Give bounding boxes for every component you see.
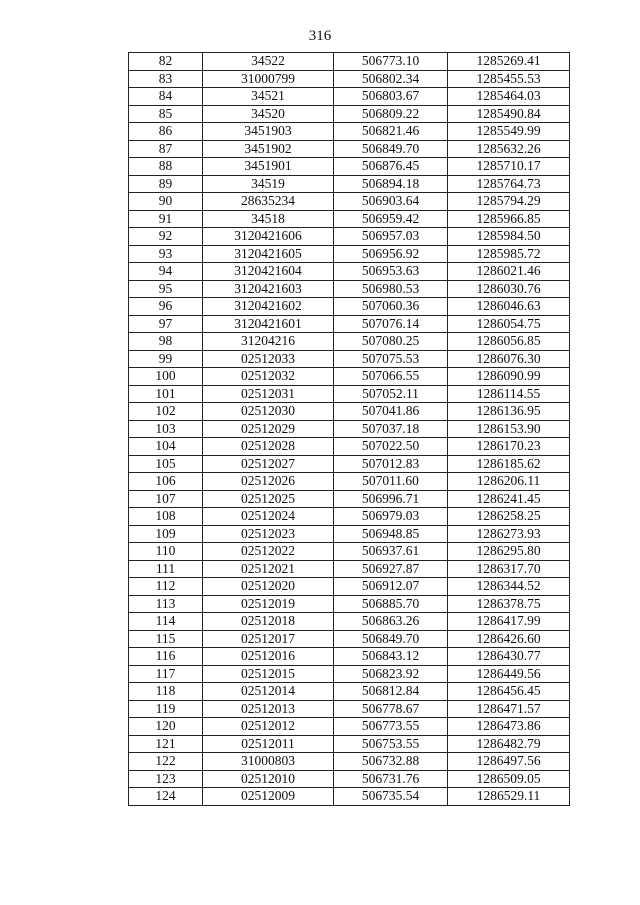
x-coordinate-cell: 506802.34 [334, 70, 448, 88]
table-row [129, 175, 570, 193]
x-coordinate-cell: 506957.03 [334, 228, 448, 246]
table-row [129, 543, 570, 561]
x-coordinate-cell: 506894.18 [334, 175, 448, 193]
y-coordinate-cell: 1286497.56 [448, 753, 570, 771]
x-coordinate-cell: 506903.64 [334, 193, 448, 211]
point-id-cell: 02512010 [203, 770, 334, 788]
point-number-cell: 105 [129, 455, 203, 473]
point-number-cell: 98 [129, 333, 203, 351]
x-coordinate-cell: 506953.63 [334, 263, 448, 281]
table-row [129, 298, 570, 316]
x-coordinate-cell: 506843.12 [334, 648, 448, 666]
table-body [129, 53, 570, 806]
point-number-cell: 86 [129, 123, 203, 141]
point-id-cell: 02512031 [203, 385, 334, 403]
point-id-cell: 3120421602 [203, 298, 334, 316]
x-coordinate-cell: 506956.92 [334, 245, 448, 263]
y-coordinate-cell: 1286056.85 [448, 333, 570, 351]
x-coordinate-cell: 506773.55 [334, 718, 448, 736]
x-coordinate-cell: 506979.03 [334, 508, 448, 526]
y-coordinate-cell: 1285455.53 [448, 70, 570, 88]
x-coordinate-cell: 506885.70 [334, 595, 448, 613]
y-coordinate-cell: 1286054.75 [448, 315, 570, 333]
y-coordinate-cell: 1286136.95 [448, 403, 570, 421]
point-id-cell: 3120421604 [203, 263, 334, 281]
y-coordinate-cell: 1286509.05 [448, 770, 570, 788]
point-number-cell: 106 [129, 473, 203, 491]
x-coordinate-cell: 507037.18 [334, 420, 448, 438]
x-coordinate-cell: 506773.10 [334, 53, 448, 71]
x-coordinate-cell: 506803.67 [334, 88, 448, 106]
y-coordinate-cell: 1286273.93 [448, 525, 570, 543]
y-coordinate-cell: 1285549.99 [448, 123, 570, 141]
table-row [129, 53, 570, 71]
point-number-cell: 124 [129, 788, 203, 806]
x-coordinate-cell: 506823.92 [334, 665, 448, 683]
x-coordinate-cell: 506778.67 [334, 700, 448, 718]
point-id-cell: 02512015 [203, 665, 334, 683]
point-id-cell: 3120421603 [203, 280, 334, 298]
x-coordinate-cell: 506980.53 [334, 280, 448, 298]
y-coordinate-cell: 1286241.45 [448, 490, 570, 508]
x-coordinate-cell: 506959.42 [334, 210, 448, 228]
y-coordinate-cell: 1286295.80 [448, 543, 570, 561]
point-number-cell: 91 [129, 210, 203, 228]
x-coordinate-cell: 506731.76 [334, 770, 448, 788]
y-coordinate-cell: 1286344.52 [448, 578, 570, 596]
table-row [129, 508, 570, 526]
table-row [129, 140, 570, 158]
point-number-cell: 94 [129, 263, 203, 281]
table-row [129, 455, 570, 473]
y-coordinate-cell: 1286482.79 [448, 735, 570, 753]
y-coordinate-cell: 1286430.77 [448, 648, 570, 666]
table-row [129, 333, 570, 351]
y-coordinate-cell: 1286471.57 [448, 700, 570, 718]
point-id-cell: 02512013 [203, 700, 334, 718]
point-number-cell: 103 [129, 420, 203, 438]
y-coordinate-cell: 1286529.11 [448, 788, 570, 806]
y-coordinate-cell: 1286170.23 [448, 438, 570, 456]
x-coordinate-cell: 506735.54 [334, 788, 448, 806]
x-coordinate-cell: 506876.45 [334, 158, 448, 176]
x-coordinate-cell: 506732.88 [334, 753, 448, 771]
point-number-cell: 120 [129, 718, 203, 736]
x-coordinate-cell: 507012.83 [334, 455, 448, 473]
table-row [129, 263, 570, 281]
point-id-cell: 02512022 [203, 543, 334, 561]
point-id-cell: 02512011 [203, 735, 334, 753]
point-id-cell: 02512009 [203, 788, 334, 806]
point-id-cell: 3451901 [203, 158, 334, 176]
point-number-cell: 114 [129, 613, 203, 631]
point-id-cell: 02512019 [203, 595, 334, 613]
point-number-cell: 117 [129, 665, 203, 683]
point-number-cell: 84 [129, 88, 203, 106]
x-coordinate-cell: 506927.87 [334, 560, 448, 578]
point-id-cell: 02512028 [203, 438, 334, 456]
point-number-cell: 102 [129, 403, 203, 421]
point-number-cell: 97 [129, 315, 203, 333]
y-coordinate-cell: 1286046.63 [448, 298, 570, 316]
x-coordinate-cell: 507011.60 [334, 473, 448, 491]
point-number-cell: 119 [129, 700, 203, 718]
x-coordinate-cell: 506809.22 [334, 105, 448, 123]
table-row [129, 123, 570, 141]
table-row [129, 368, 570, 386]
y-coordinate-cell: 1286021.46 [448, 263, 570, 281]
point-number-cell: 88 [129, 158, 203, 176]
point-number-cell: 110 [129, 543, 203, 561]
y-coordinate-cell: 1286206.11 [448, 473, 570, 491]
point-number-cell: 96 [129, 298, 203, 316]
x-coordinate-cell: 506937.61 [334, 543, 448, 561]
point-number-cell: 113 [129, 595, 203, 613]
table-row [129, 473, 570, 491]
point-id-cell: 02512026 [203, 473, 334, 491]
table-row [129, 753, 570, 771]
page-number: 316 [308, 28, 332, 44]
point-id-cell: 34518 [203, 210, 334, 228]
table-row [129, 245, 570, 263]
x-coordinate-cell: 506863.26 [334, 613, 448, 631]
x-coordinate-cell: 506996.71 [334, 490, 448, 508]
table-row [129, 350, 570, 368]
point-number-cell: 90 [129, 193, 203, 211]
x-coordinate-cell: 506821.46 [334, 123, 448, 141]
y-coordinate-cell: 1286030.76 [448, 280, 570, 298]
point-id-cell: 02512027 [203, 455, 334, 473]
point-id-cell: 02512021 [203, 560, 334, 578]
x-coordinate-cell: 507080.25 [334, 333, 448, 351]
y-coordinate-cell: 1285764.73 [448, 175, 570, 193]
point-id-cell: 3120421601 [203, 315, 334, 333]
y-coordinate-cell: 1286317.70 [448, 560, 570, 578]
y-coordinate-cell: 1285490.84 [448, 105, 570, 123]
point-id-cell: 3120421606 [203, 228, 334, 246]
table-row [129, 158, 570, 176]
point-number-cell: 89 [129, 175, 203, 193]
point-number-cell: 107 [129, 490, 203, 508]
table-row [129, 88, 570, 106]
point-number-cell: 93 [129, 245, 203, 263]
point-id-cell: 34519 [203, 175, 334, 193]
point-number-cell: 121 [129, 735, 203, 753]
table-row [129, 648, 570, 666]
table-row [129, 788, 570, 806]
y-coordinate-cell: 1285966.85 [448, 210, 570, 228]
table-row [129, 280, 570, 298]
point-number-cell: 104 [129, 438, 203, 456]
point-id-cell: 02512017 [203, 630, 334, 648]
point-id-cell: 02512023 [203, 525, 334, 543]
table-row [129, 210, 570, 228]
table-row [129, 630, 570, 648]
table-row [129, 700, 570, 718]
table-row [129, 438, 570, 456]
y-coordinate-cell: 1286426.60 [448, 630, 570, 648]
x-coordinate-cell: 507066.55 [334, 368, 448, 386]
y-coordinate-cell: 1286185.62 [448, 455, 570, 473]
point-id-cell: 02512025 [203, 490, 334, 508]
point-number-cell: 100 [129, 368, 203, 386]
point-number-cell: 95 [129, 280, 203, 298]
point-id-cell: 31000799 [203, 70, 334, 88]
point-number-cell: 87 [129, 140, 203, 158]
x-coordinate-cell: 507060.36 [334, 298, 448, 316]
y-coordinate-cell: 1285985.72 [448, 245, 570, 263]
table-row [129, 193, 570, 211]
point-number-cell: 108 [129, 508, 203, 526]
x-coordinate-cell: 507041.86 [334, 403, 448, 421]
table-row [129, 228, 570, 246]
point-id-cell: 34520 [203, 105, 334, 123]
point-number-cell: 101 [129, 385, 203, 403]
y-coordinate-cell: 1286114.55 [448, 385, 570, 403]
point-id-cell: 02512014 [203, 683, 334, 701]
point-number-cell: 118 [129, 683, 203, 701]
point-id-cell: 02512016 [203, 648, 334, 666]
point-number-cell: 99 [129, 350, 203, 368]
x-coordinate-cell: 507075.53 [334, 350, 448, 368]
point-number-cell: 92 [129, 228, 203, 246]
point-number-cell: 82 [129, 53, 203, 71]
table-row [129, 560, 570, 578]
y-coordinate-cell: 1286456.45 [448, 683, 570, 701]
x-coordinate-cell: 506948.85 [334, 525, 448, 543]
point-id-cell: 3451902 [203, 140, 334, 158]
y-coordinate-cell: 1286258.25 [448, 508, 570, 526]
point-id-cell: 02512012 [203, 718, 334, 736]
y-coordinate-cell: 1285269.41 [448, 53, 570, 71]
point-id-cell: 31000803 [203, 753, 334, 771]
point-number-cell: 112 [129, 578, 203, 596]
table-row [129, 105, 570, 123]
x-coordinate-cell: 506849.70 [334, 630, 448, 648]
point-number-cell: 85 [129, 105, 203, 123]
y-coordinate-cell: 1285984.50 [448, 228, 570, 246]
table-row [129, 718, 570, 736]
table-row [129, 595, 570, 613]
point-id-cell: 02512029 [203, 420, 334, 438]
y-coordinate-cell: 1286417.99 [448, 613, 570, 631]
point-number-cell: 122 [129, 753, 203, 771]
point-id-cell: 02512024 [203, 508, 334, 526]
table-row [129, 315, 570, 333]
y-coordinate-cell: 1286090.99 [448, 368, 570, 386]
point-id-cell: 34521 [203, 88, 334, 106]
table-row [129, 770, 570, 788]
point-id-cell: 02512033 [203, 350, 334, 368]
table-row [129, 683, 570, 701]
table-row [129, 735, 570, 753]
table-row [129, 578, 570, 596]
x-coordinate-cell: 506912.07 [334, 578, 448, 596]
x-coordinate-cell: 506849.70 [334, 140, 448, 158]
table-row [129, 490, 570, 508]
coordinates-table [128, 52, 570, 806]
table-row [129, 385, 570, 403]
point-number-cell: 116 [129, 648, 203, 666]
point-id-cell: 02512020 [203, 578, 334, 596]
y-coordinate-cell: 1286449.56 [448, 665, 570, 683]
point-id-cell: 31204216 [203, 333, 334, 351]
point-number-cell: 83 [129, 70, 203, 88]
table-row [129, 420, 570, 438]
y-coordinate-cell: 1286076.30 [448, 350, 570, 368]
point-id-cell: 3451903 [203, 123, 334, 141]
x-coordinate-cell: 507052.11 [334, 385, 448, 403]
y-coordinate-cell: 1286153.90 [448, 420, 570, 438]
y-coordinate-cell: 1286378.75 [448, 595, 570, 613]
point-id-cell: 02512032 [203, 368, 334, 386]
x-coordinate-cell: 507022.50 [334, 438, 448, 456]
x-coordinate-cell: 506753.55 [334, 735, 448, 753]
table-row [129, 613, 570, 631]
point-number-cell: 115 [129, 630, 203, 648]
table-row [129, 525, 570, 543]
point-id-cell: 02512030 [203, 403, 334, 421]
y-coordinate-cell: 1285632.26 [448, 140, 570, 158]
point-id-cell: 02512018 [203, 613, 334, 631]
x-coordinate-cell: 506812.84 [334, 683, 448, 701]
table-row [129, 665, 570, 683]
x-coordinate-cell: 507076.14 [334, 315, 448, 333]
point-id-cell: 28635234 [203, 193, 334, 211]
table-row [129, 403, 570, 421]
y-coordinate-cell: 1286473.86 [448, 718, 570, 736]
y-coordinate-cell: 1285710.17 [448, 158, 570, 176]
table-row [129, 70, 570, 88]
point-id-cell: 34522 [203, 53, 334, 71]
point-number-cell: 109 [129, 525, 203, 543]
y-coordinate-cell: 1285464.03 [448, 88, 570, 106]
point-number-cell: 123 [129, 770, 203, 788]
point-id-cell: 3120421605 [203, 245, 334, 263]
y-coordinate-cell: 1285794.29 [448, 193, 570, 211]
point-number-cell: 111 [129, 560, 203, 578]
